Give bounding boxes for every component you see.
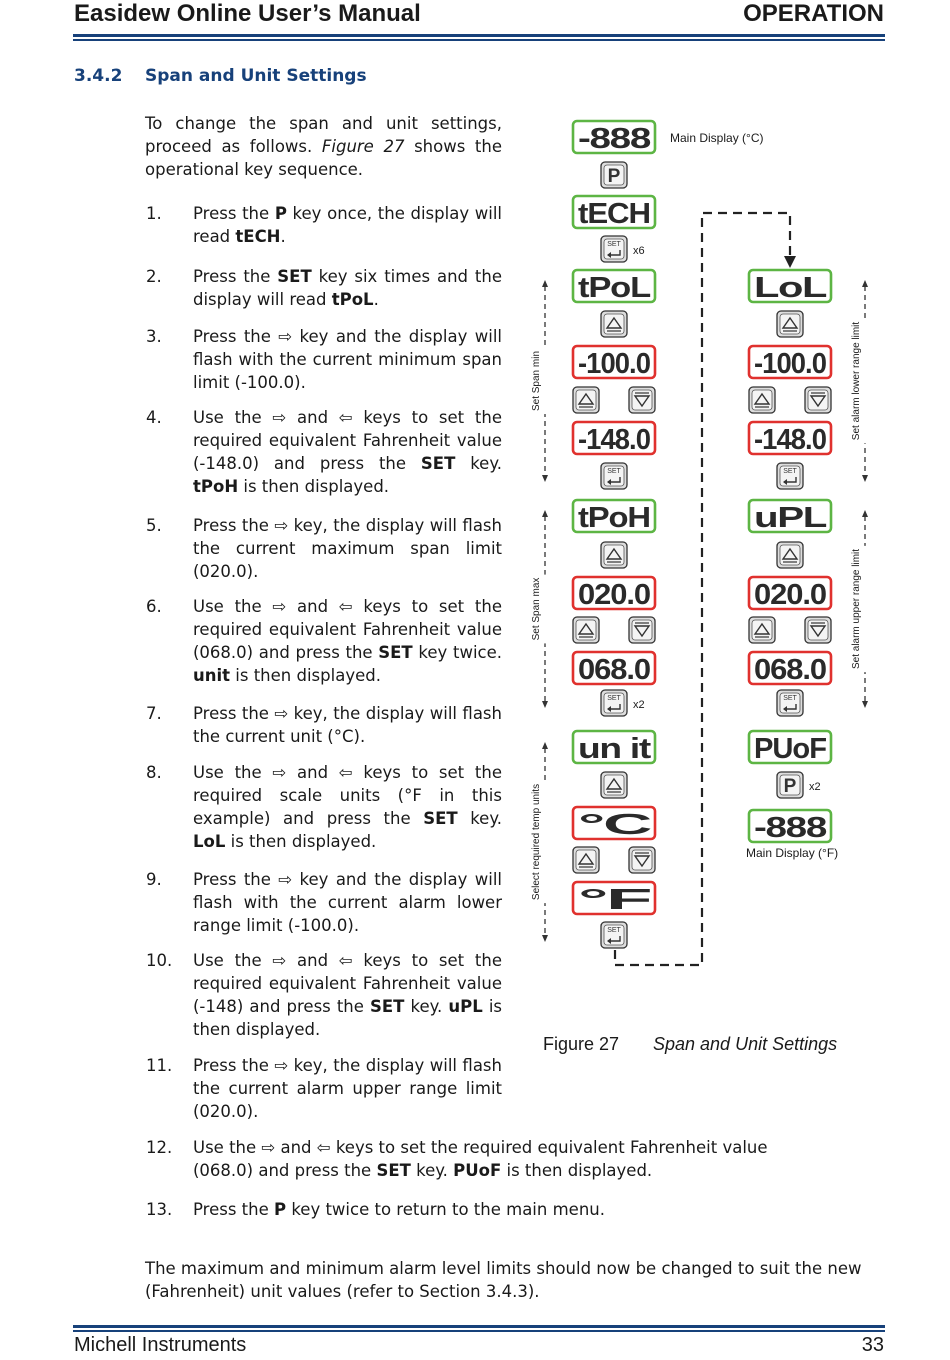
key-press-count: x6 [633,245,645,257]
step-text: Press the ⇨ key, the display will flash the current alarm upper range limit (020.0). [193,1056,502,1121]
units-guide-label: Select required temp units [531,783,542,901]
lcd-readout: -888 [578,123,652,155]
figure-reference: Figure 27 [321,137,405,156]
closing-paragraph: The maximum and minimum alarm level limits should now be changed to suit the new (Fahrenheit) unit values (refer to Section 3.4.3). [145,1259,862,1301]
set-key-label: SET [783,468,797,475]
span-min-guide-label-gap [542,348,548,414]
alarm-upper-guide-label-gap [862,546,868,672]
step-text: Press the ⇨ key, the display will flash the current maximum span limit (020.0). [193,516,502,581]
span-max-guide-arrow-down-icon [542,701,548,708]
footer-company: Michell Instruments [74,1334,247,1356]
units-guide-label-gap [542,781,548,903]
header-rule [73,34,885,37]
units-guide-arrow-up-icon [542,742,548,749]
lcd-readout: -148.0 [578,424,650,456]
alarm-lower-guide-label-gap [862,319,868,444]
manual-title: Easidew Online User’s Manual [74,0,421,27]
p-key-label: P [783,776,797,797]
key-press-count: x2 [633,699,645,711]
lcd-readout: 068.0 [754,654,826,686]
step-number: 9. [146,870,162,889]
step-number: 2. [146,267,162,286]
step-text: Use the ⇨ and ⇦ keys to set the required equivalent Fahrenheit value (-148) and press the SET key. uPL is then displayed. [193,951,502,1039]
lcd-readout: un it [578,733,652,765]
alarm-lower-guide-arrow-up-icon [862,280,868,287]
step-text: Press the ⇨ key and the display will flash with the current minimum span limit (-100.0). [193,327,502,392]
footer-rule-thin [73,1330,885,1332]
step-text: Press the SET key six times and the display will read tPoL. [193,267,502,309]
step-text: Press the P key twice to return to the main menu. [193,1200,605,1219]
key-press-count: x2 [809,781,821,793]
section-title: Span and Unit Settings [145,66,367,86]
span-min-guide-arrow-down-icon [542,475,548,482]
section-heading: OPERATION [743,0,884,27]
lcd-readout: -148.0 [754,424,826,456]
step-text: Press the ⇨ key and the display will flash with the current alarm lower range limit (-100.0). [193,870,502,935]
alarm-upper-guide-arrow-down-icon [862,701,868,708]
page-number: 33 [861,1334,884,1356]
step-text: Use the ⇨ and ⇦ keys to set the required equivalent Fahrenheit value (068.0) and press the SET key. PUoF is then displayed. [193,1138,768,1180]
lcd-readout: -100.0 [754,348,826,380]
set-key-label: SET [607,468,621,475]
main-display-celsius-label: Main Display (°C) [670,131,764,145]
key-sequence-figure [520,110,900,980]
span-min-guide-arrow-up-icon [542,280,548,287]
step-number: 6. [146,597,162,616]
span-max-guide-arrow-up-icon [542,510,548,517]
step-text: Use the ⇨ and ⇦ keys to set the required scale units (°F in this example) and press the SET key. LoL is then displayed. [193,763,502,851]
step-text: Use the ⇨ and ⇦ keys to set the required equivalent Fahrenheit value (-148.0) and press the SET key. tPoH is then displayed. [193,408,502,496]
span-min-guide-label: Set Span min [531,350,542,412]
lcd-readout: 020.0 [754,579,826,611]
lcd-readout: tPoH [578,502,650,534]
set-key-label: SET [783,695,797,702]
lcd-readout: PUoF [754,733,827,765]
lcd-readout: tPoL [578,272,651,304]
step-number: 11. [146,1056,173,1075]
step-number: 8. [146,763,162,782]
step-number: 1. [146,204,162,223]
set-key-label: SET [607,241,621,248]
set-key-label: SET [607,927,621,934]
step-number: 12. [146,1138,173,1157]
lcd-readout: °F [578,884,651,916]
step-number: 10. [146,951,173,970]
lcd-readout: °C [578,809,653,841]
step-text: Press the ⇨ key, the display will flash the current unit (°C). [193,704,502,746]
set-key-label: SET [607,695,621,702]
step-number: 5. [146,516,162,535]
span-max-guide-label-gap [542,575,548,644]
step-number: 7. [146,704,162,723]
step-number: 13. [146,1200,173,1219]
lcd-readout: -888 [754,812,828,844]
alarm-lower-guide-arrow-down-icon [862,475,868,482]
p-key-label: P [607,166,621,187]
step-number: 3. [146,327,162,346]
figure-caption: Figure 27 [543,1034,620,1054]
lcd-readout: tECH [578,198,650,230]
flow-arrowhead-icon [784,256,796,268]
units-guide-arrow-down-icon [542,935,548,942]
lcd-readout: uPL [754,502,827,534]
footer-rule [73,1325,885,1328]
main-display-fahrenheit-label: Main Display (°F) [746,846,839,860]
alarm-upper-guide-label: Set alarm upper range limit [851,548,862,670]
lcd-readout: -100.0 [578,348,650,380]
step-text: Use the ⇨ and ⇦ keys to set the required equivalent Fahrenheit value (068.0) and press the SET key twice. unit is then displayed. [193,597,503,685]
step-text: Press the P key once, the display will read tECH. [193,204,502,246]
alarm-upper-guide-arrow-up-icon [862,510,868,517]
intro-paragraph: To change the span and unit settings, proceed as follows. Figure 27 shows the operational key sequence. [145,114,502,179]
section-number: 3.4.2 [74,66,123,86]
lcd-readout: 020.0 [578,579,650,611]
span-max-guide-label: Set Span max [531,577,542,641]
figure-title: Span and Unit Settings [653,1034,838,1054]
lcd-readout: LoL [754,272,827,304]
step-number: 4. [146,408,162,427]
lcd-readout: 068.0 [578,654,650,686]
header-rule-thin [73,39,885,41]
alarm-lower-guide-label: Set alarm lower range limit [851,321,862,441]
